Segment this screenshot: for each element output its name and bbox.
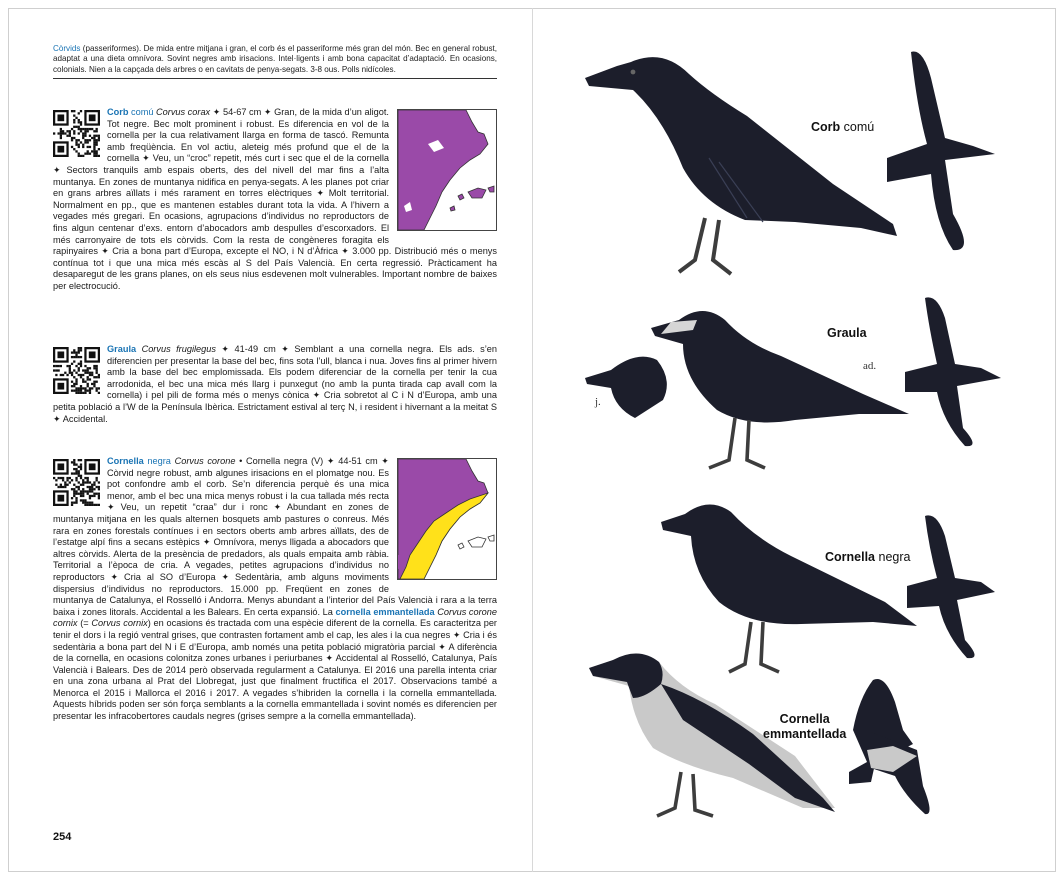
species-name: Graula <box>107 344 137 354</box>
right-page <box>533 8 1056 872</box>
age-label-adult: ad. <box>863 360 877 372</box>
age-label-juvenile: j. <box>595 396 601 408</box>
bird-plate <box>533 8 1056 872</box>
species-entry-corb <box>53 107 497 293</box>
species-text: • Cornella negra (V) ✦ 44-51 cm ✦ Còrvid negre robust, amb algunes irisacions en el plomatge nou. Es pot confondre amb el corb. Se’n diferencia perquè és una mica menor, amb el bec una mica menys robust i la cua tallada més recta ✦ Veu, un repetit “craa” dur i ronc ✦ Abundant en zones de muntanya mitjana en les quals alternen bosquets amb pastures o conreus. Més rara en zones forestals contínues i en sectors oberts amb arbres aïllats, des de l’estatge alpí fins a secans estèpics ✦ Omnívora, menys lligada a abocadors que altres còrvids. Alerta de la presència de predadors, als quals empaita amb ràbia. Territorial a l’època de cria. A vegades, petites agrupacions d’individus no reproductors ✦ Cria al SO d’Europa ✦ Sedentària, amb alguns moviments dispersius d’individus no reproductors. 15.000 pp. Freqüent en zones de muntanya de Catalunya, el Rosselló i Andorra. Menys abundant a l’interior del País Valencià i rara a la terra baixa i zones litorals. Accidental a les Balears. En certa expansió. La <box>53 456 497 617</box>
plate-label-graula: Graula <box>827 326 867 340</box>
plate-label-cornella-emmantellada: Cornella emmantellada <box>763 712 847 741</box>
rook-flying-illustration <box>905 297 1001 446</box>
raven-flying-illustration <box>887 52 995 251</box>
plate-label-cornella-negra: Cornella negra <box>825 550 911 564</box>
species-text: ✦ 54-67 cm ✦ Gran, de la mida d’un aligot. Tot negre. Bec molt prominent i robust. Es diferencia en vol de la cornella per la cua relativament llarga en forma de tascó. Remunta amb freqüència. En vol actiu, aleteig més profund que el de la cornella ✦ Veu, un “croc” repetit, més curt i sec que el de la cornella ✦ Sectors tranquils amb espais oberts, des del nivell del mar fins a l’alta muntanya. En zones de muntanya nidifica en penya-segats. A les planes pot criar en grans arbres aïllats i més rarament en torres elèctriques ✦ Molt territorial. Normalment en pp., que es mantenen estables durant tota la vida. A l’hivern a vegades més gregari. En ocasions, agrupacions d’individus no reproductors de fins algun centenar d’exs. entorn d’abocadors amb despulles d’escorxadors. El més carronyaire de tots els còrvids. Com la resta de congèneres foragita els rapinyaires ✦ Cria a bona part d’Europa, excepte el NO, i N d’Àfrica ✦ 3.000 pp. Distribució més o menys contínua tot i que una mica més escàs al S del País Valencià. En certa regressió. Pràcticament ha desaparegut de les grans planes, on els seus nius esdevenen molt vulnerables. Important nombre de baixes per electrocució. <box>53 107 497 291</box>
latin-name: Corvus frugilegus <box>141 344 216 354</box>
rook-perched-illustration <box>651 311 909 468</box>
carrion-crow-flying-illustration <box>907 515 995 658</box>
species-name: Corb comú <box>107 107 154 117</box>
subspecies-name: cornella emmantellada <box>335 606 435 617</box>
left-page <box>8 8 532 872</box>
family-text: (passeriformes). De mida entre mitjana i gran, el corb és el passeriforme més gran del món. Bec en general robust, adaptat a una dieta omnívora. Sovint negres amb irisacions. Intel·ligents i amb bona capacitat d’adaptació. En ocasions, colonials. Nien a la capçada dels arbres o en cavitats de penya-segats. 3-8 ous. Polls nidícoles. <box>53 44 497 74</box>
raven-perched-illustration <box>585 57 897 274</box>
qr-code-icon[interactable] <box>53 459 100 506</box>
distribution-map <box>397 458 497 580</box>
species-entry-cornella: Cornella negra Corvus corone • Cornella negra (V) ✦ 44-51 cm ✦ Còrvid negre robust, amb algunes irisacions en el plomatge nou. Es pot confondre amb el corb. Se’n diferencia perquè és una mica menor, amb el bec una mica menys robust i la cua tallada més recta ✦ Veu, un repetit “craa” dur i ronc ✦ Abundant en zones de muntanya mitjana en les quals alternen bosquets amb pastures o conreus. Més rara en zones forestals contínues i en sectors oberts amb arbres aïllats, des de l’estatge alpí fins a secans estèpics ✦ Omnívora, menys lligada a abocadors que altres còrvids. Alerta de la presència de predadors, als quals empaita amb ràbia. Territorial a l’època de cria. A vegades, petites agrupacions d’individus no reproductors ✦ Cria al SO d’Europa ✦ Sedentària, amb alguns moviments dispersius d’individus no reproductors. 15.000 pp. Freqüent en zones de muntanya de Catalunya, el Rosselló i Andorra. Menys abundant a l’interior del País Valencià i rara a la terra baixa i zones litorals. Accidental a les Balears. En certa expansió. La cornella emmantellada Corvus corone cornix (= Corvus cornix) en ocasions és tractada com una espècie diferent de la cornella. Es caracteritza per tenir el dors i la regió ventral grises, que contrasten fortament amb el cap, les ales i la cua negres ✦ Cria i és sedentària a bona part del N i E d’Europa, amb només una petita població migratòria parcial ✦ A diferència de la cornella, en ocasions colonitza zones urbanes i periurbanes ✦ Accidental al Rosselló, Catalunya, País Valencià i Balears. Des de 2014 però observada regularment a Catalunya. El 2016 una parella intenta criar en una zona urbana al Prat del Llobregat, just que finalment fructifica el 2017. Observacions també a Menorca el 2015 i Mallorca el 2016 i 2017. A vegades s’hibriden la cornella i la cornella emmantellada. Aquests híbrids poden ser són força semblants a la cornella emmantellada i sovint només es diferencien per presentar les infracobertores caudals negres (grises sempre a la cornella emmantellada). <box>53 456 498 722</box>
plate-label-corb: Corb comú <box>811 120 875 134</box>
species-entry-graula <box>53 344 497 425</box>
latin-name: Corvus corax <box>156 107 211 117</box>
page-number: 254 <box>53 831 72 843</box>
species-text: ✦ 41-49 cm ✦ Semblant a una cornella negra. Els ads. s’en diferencien per presentar la base del bec, fins sota l’ull, blanca i nua. Joves fins al primer hivern amb la base del bec emplomissada. Els podem diferenciar de la cornella per tenir la cua arrodonida, el bec una mica més llarg i punxegut (no amb la punta tirada cap avall com la cornella) i pel pili de forma més o menys cònica ✦ Cria sobretot al C i N d’Europa, amb una petita població a l’W de la Península Ibèrica. Estrictament estival al terç N, i resident i hivernant a la meitat S ✦ Accidental. <box>53 344 497 424</box>
rook-juvenile-head-illustration <box>585 357 667 418</box>
latin-name: Corvus corone <box>174 456 236 466</box>
family-name: Còrvids <box>53 44 81 53</box>
map-cornella <box>398 459 496 579</box>
family-intro <box>53 44 497 79</box>
qr-code-icon[interactable] <box>53 347 100 394</box>
species-name: Cornella negra <box>107 456 171 466</box>
map-corb <box>398 110 496 230</box>
subspecies-latin: Corvus corone cornix <box>53 606 498 629</box>
hooded-crow-flying-illustration <box>849 679 930 814</box>
distribution-map <box>397 109 497 231</box>
qr-code-icon[interactable] <box>53 110 100 157</box>
carrion-crow-perched-illustration <box>661 504 917 672</box>
